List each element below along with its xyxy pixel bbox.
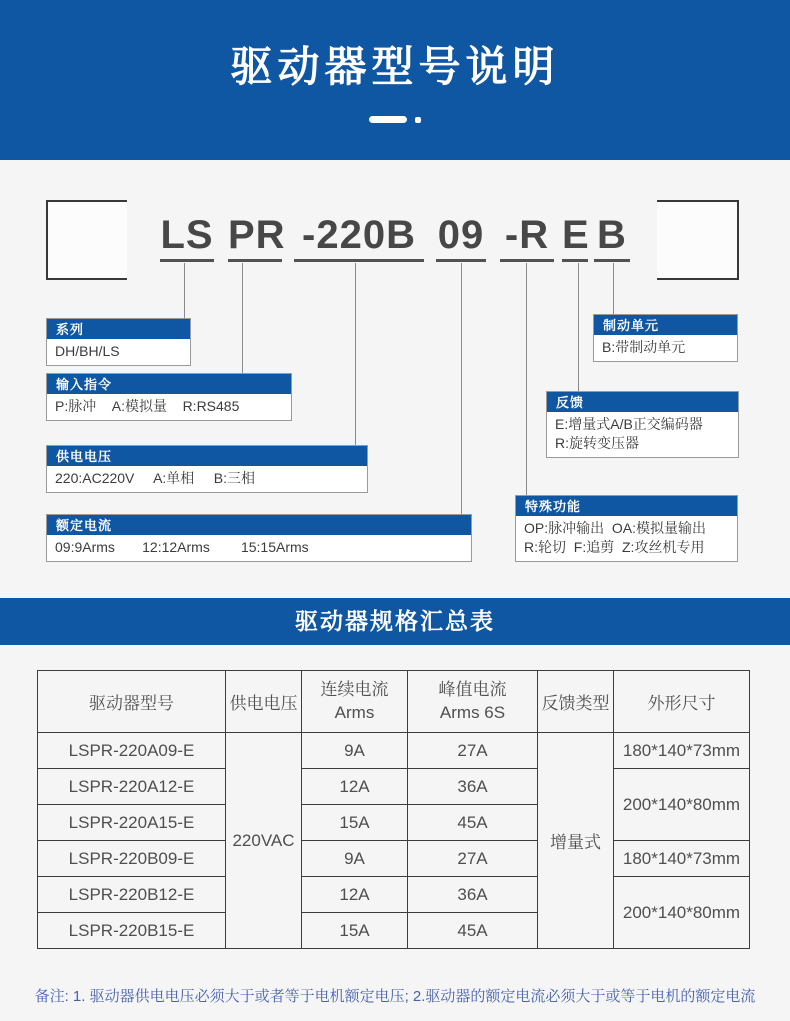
title-underline: [0, 111, 790, 121]
label-box-input-title: 输入指令: [47, 374, 291, 394]
label-box-input-command: [46, 373, 292, 421]
bracket-right-decoration: [657, 200, 739, 280]
cell-continuous: 9A: [302, 841, 408, 877]
bracket-left-decoration: [46, 200, 127, 280]
cell-peak: 27A: [408, 841, 538, 877]
special-line-2: R:轮切 F:追剪 Z:攻丝机专用: [524, 538, 705, 555]
cell-continuous: 9A: [302, 733, 408, 769]
cell-model: LSPR-220B15-E: [38, 913, 226, 949]
label-box-supply-voltage: [46, 445, 368, 493]
cell-continuous: 15A: [302, 913, 408, 949]
model-segment-brake: B: [594, 212, 630, 262]
connector-line-series: [184, 263, 185, 318]
label-box-special-title: 特殊功能: [516, 496, 737, 516]
label-box-series: [46, 318, 191, 366]
label-box-rated-current: [46, 514, 472, 562]
label-box-input-body: P:脉冲 A:模拟量 R:RS485: [55, 398, 240, 414]
cell-feedback-merged: 增量式: [538, 733, 614, 949]
table-row: [38, 733, 750, 769]
label-box-special-body: [516, 516, 737, 561]
model-segment-special: -R: [500, 212, 554, 262]
label-box-feedback-title: 反馈: [547, 392, 738, 412]
continuous-header-line1: 连续电流: [320, 679, 389, 699]
column-header-dims: 外形尺寸: [614, 671, 750, 733]
label-box-series-body: DH/BH/LS: [55, 343, 120, 359]
model-diagram: [0, 160, 790, 598]
model-segment-feedback: E: [562, 212, 588, 262]
cell-dims-merged: 200*140*80mm: [614, 769, 750, 841]
cell-peak: 36A: [408, 769, 538, 805]
cell-model: LSPR-220A12-E: [38, 769, 226, 805]
column-header-peak: [408, 671, 538, 733]
label-box-feedback: [546, 391, 739, 458]
cell-peak: 45A: [408, 913, 538, 949]
cell-model: LSPR-220A09-E: [38, 733, 226, 769]
continuous-header-line2: Arms: [334, 702, 375, 722]
model-segment-current: 09: [436, 212, 486, 262]
table-header-row: [38, 671, 750, 733]
table-row: [38, 769, 750, 805]
connector-line-current: [461, 263, 462, 514]
peak-header-line2: Arms 6S: [439, 702, 506, 722]
feedback-line-1: E:增量式A/B正交编码器: [555, 416, 703, 432]
column-header-feedback: 反馈类型: [538, 671, 614, 733]
top-banner: [0, 0, 790, 160]
label-box-feedback-body: [547, 412, 738, 457]
special-line-1: OP:脉冲输出 OA:模拟量输出: [524, 520, 707, 536]
cell-model: LSPR-220B09-E: [38, 841, 226, 877]
model-segment-input: PR: [228, 212, 282, 262]
cell-voltage-merged: 220VAC: [226, 733, 302, 949]
label-box-brake-unit: [593, 314, 738, 362]
cell-dims: 180*140*73mm: [614, 841, 750, 877]
column-header-continuous: [302, 671, 408, 733]
label-box-voltage-body: 220:AC220V A:单相 B:三相: [55, 470, 255, 486]
cell-model: LSPR-220B12-E: [38, 877, 226, 913]
model-segment-voltage: -220B: [294, 212, 424, 262]
model-segment-series: LS: [160, 212, 214, 262]
label-box-voltage-title: 供电电压: [47, 446, 367, 466]
page-title: 驱动器型号说明: [230, 43, 560, 90]
title-underline-bar: [369, 116, 407, 123]
cell-dims: 180*140*73mm: [614, 733, 750, 769]
column-header-voltage: 供电电压: [226, 671, 302, 733]
cell-continuous: 12A: [302, 877, 408, 913]
label-box-special-function: [515, 495, 738, 562]
cell-dims-merged: 200*140*80mm: [614, 877, 750, 949]
column-header-model: 驱动器型号: [38, 671, 226, 733]
label-box-series-title: 系列: [47, 319, 190, 339]
cell-continuous: 15A: [302, 805, 408, 841]
spec-summary-table: [37, 670, 750, 949]
table-row: [38, 877, 750, 913]
feedback-line-2: R:旋转变压器: [555, 434, 639, 451]
table-row: [38, 841, 750, 877]
title-underline-dot: [415, 117, 421, 123]
cell-peak: 36A: [408, 877, 538, 913]
label-box-brake-body: B:带制动单元: [602, 339, 686, 355]
peak-header-line1: 峰值电流: [438, 679, 507, 699]
connector-line-brake: [613, 263, 614, 314]
connector-line-feedback: [578, 263, 579, 391]
cell-peak: 27A: [408, 733, 538, 769]
cell-peak: 45A: [408, 805, 538, 841]
cell-continuous: 12A: [302, 769, 408, 805]
connector-line-input: [242, 263, 243, 373]
label-box-current-body: 09:9Arms 12:12Arms 15:15Arms: [55, 539, 309, 555]
connector-line-special: [526, 263, 527, 495]
summary-band-title: 驱动器规格汇总表: [0, 598, 790, 645]
connector-line-voltage: [355, 263, 356, 445]
label-box-current-title: 额定电流: [47, 515, 471, 535]
label-box-brake-title: 制动单元: [594, 315, 737, 335]
footer-note: 备注: 1. 驱动器供电电压必须大于或者等于电机额定电压; 2.驱动器的额定电流必须大于或等于电机的额定电流: [34, 988, 756, 1005]
cell-model: LSPR-220A15-E: [38, 805, 226, 841]
